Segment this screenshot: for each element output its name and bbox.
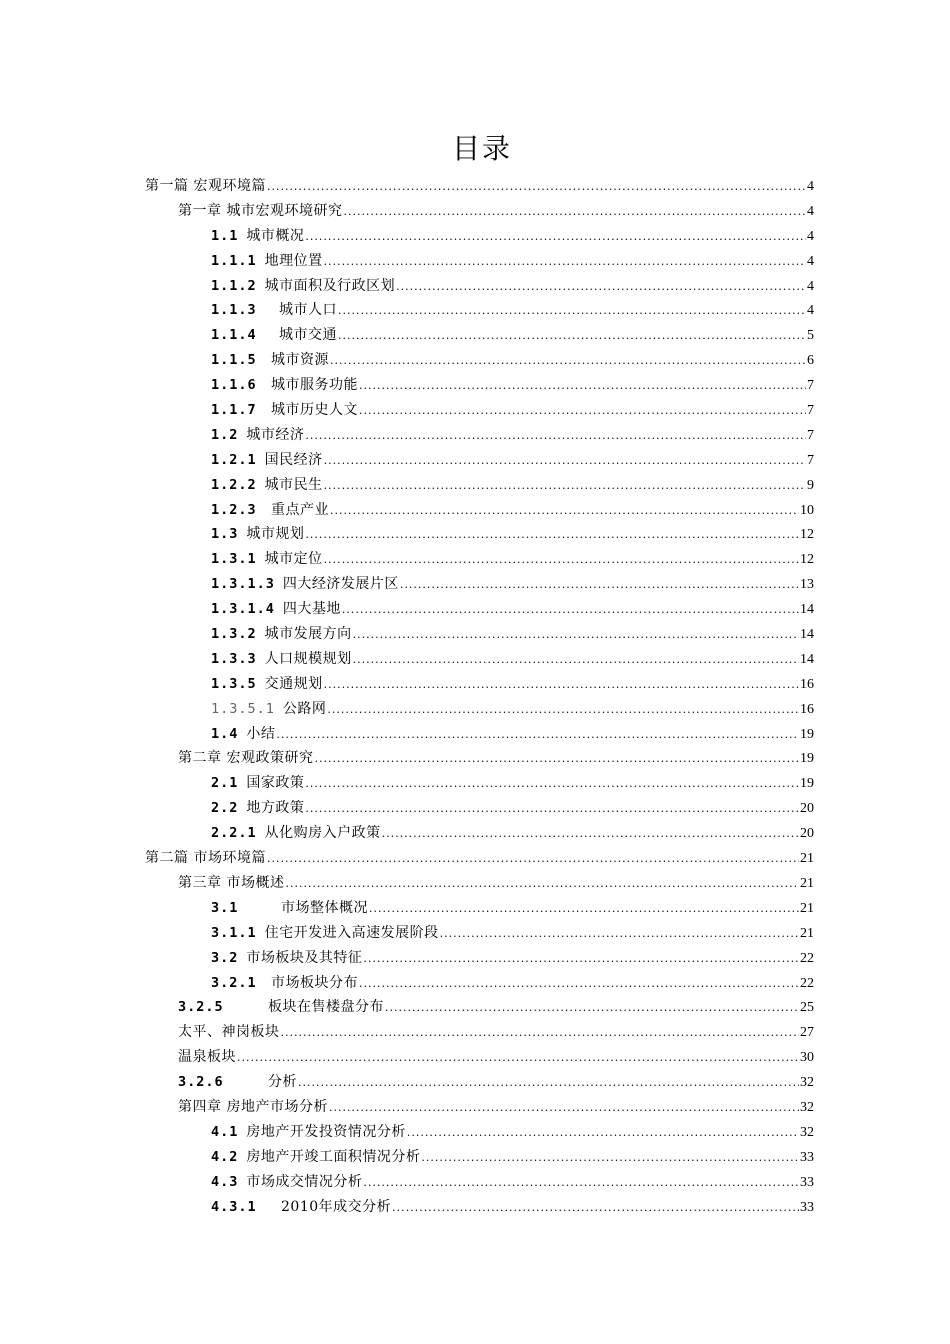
toc-entry-number: 1.4 xyxy=(211,725,239,742)
toc-leader xyxy=(359,399,806,423)
toc-leader xyxy=(440,922,799,946)
toc-leader xyxy=(298,1071,799,1095)
toc-entry[interactable] xyxy=(0,746,950,771)
toc-entry[interactable] xyxy=(0,522,950,547)
toc-entry[interactable] xyxy=(0,298,950,323)
toc-page-number: 19 xyxy=(800,776,814,792)
toc-leader xyxy=(330,499,799,523)
toc-page-number: 32 xyxy=(800,1124,814,1140)
toc-entry-number: 1.1 xyxy=(211,227,239,244)
toc-leader xyxy=(267,175,806,199)
toc-entry[interactable] xyxy=(0,622,950,647)
toc-entry-number: 1.3.1.4 xyxy=(211,601,275,618)
toc-leader xyxy=(369,897,799,921)
toc-entry-text: 第三章 市场概述 xyxy=(178,874,285,891)
toc-entry-text: 市场成交情况分析 xyxy=(246,1173,363,1190)
toc-page-number: 4 xyxy=(807,179,814,194)
toc-entry-number: 2.2 xyxy=(211,800,239,817)
toc-page-number: 7 xyxy=(807,378,814,394)
toc-leader xyxy=(407,1121,799,1145)
toc-entry-number: 4.3 xyxy=(211,1173,239,1190)
toc-entry-text: 交通规划 xyxy=(264,675,323,692)
toc-entry-text: 国家政策 xyxy=(246,775,305,792)
toc-entry[interactable] xyxy=(0,921,950,946)
toc-page-number: 27 xyxy=(800,1025,814,1041)
toc-entry[interactable] xyxy=(0,249,950,274)
toc-entry[interactable] xyxy=(0,722,950,747)
toc-entry[interactable] xyxy=(0,971,950,996)
toc-entry-text: 城市概况 xyxy=(246,227,305,244)
toc-entry-text: 城市规划 xyxy=(246,526,305,543)
toc-entry-text: 住宅开发进入高速发展阶段 xyxy=(264,924,439,941)
toc-leader xyxy=(392,1196,799,1220)
toc-entry-text: 地理位置 xyxy=(264,252,323,269)
toc-entry-text: 城市面积及行政区划 xyxy=(264,277,396,294)
toc-leader xyxy=(305,772,799,796)
toc-entry-text: 四大基地 xyxy=(282,601,341,618)
toc-entry-text: 市场板块及其特征 xyxy=(246,949,363,966)
toc-entry-text: 从化购房入户政策 xyxy=(264,825,381,842)
toc-entry-number: 1.1.4 xyxy=(211,327,257,344)
toc-entry-text: 小结 xyxy=(246,725,276,742)
toc-leader xyxy=(385,996,799,1020)
toc-leader xyxy=(324,673,799,697)
toc-entry-text: 城市定位 xyxy=(264,551,323,568)
toc-entry-text: 国民经济 xyxy=(264,451,323,468)
toc-entry[interactable] xyxy=(0,199,950,224)
toc-leader xyxy=(338,324,806,348)
toc-page-number: 21 xyxy=(800,925,814,941)
toc-entry-text: 地方政策 xyxy=(246,800,305,817)
toc-leader xyxy=(330,349,806,373)
toc-entry-number: 3.1.1 xyxy=(211,924,257,941)
toc-entry-number: 1.3.5.1 xyxy=(211,700,275,717)
toc-entry-number: 1.1.6 xyxy=(211,377,257,394)
toc-title: 目录 xyxy=(451,132,512,165)
toc-entry-text: 分析 xyxy=(268,1074,297,1091)
toc-page-number: 33 xyxy=(800,1199,814,1215)
toc-leader xyxy=(237,1046,799,1070)
toc-entry-text: 城市发展方向 xyxy=(264,626,352,643)
toc-page-number: 16 xyxy=(800,676,814,692)
toc-entry-text: 房地产开竣工面积情况分析 xyxy=(246,1148,421,1165)
toc-entry[interactable] xyxy=(0,498,950,523)
toc-entry-number: 1.3.1 xyxy=(211,551,257,568)
toc-page-number: 7 xyxy=(807,403,814,419)
toc-entry[interactable] xyxy=(0,1145,950,1170)
toc-page-number: 32 xyxy=(800,1075,814,1091)
toc-entry[interactable] xyxy=(0,597,950,622)
toc-entry[interactable] xyxy=(0,871,950,896)
toc-entry-text: 四大经济发展片区 xyxy=(282,576,399,593)
toc-leader xyxy=(281,1021,800,1045)
toc-entry[interactable] xyxy=(0,1170,950,1195)
toc-entry[interactable] xyxy=(0,348,950,373)
toc-page-number: 30 xyxy=(800,1050,814,1066)
toc-leader xyxy=(400,573,799,597)
toc-entry-number: 1.1.2 xyxy=(211,277,257,294)
toc-page-number: 14 xyxy=(800,651,814,667)
toc-entry[interactable] xyxy=(0,1195,950,1220)
toc-entry-text: 人口规模规划 xyxy=(264,650,352,667)
toc-leader xyxy=(305,225,806,249)
toc-entry-text: 太平、神岗板块 xyxy=(178,1024,280,1041)
toc-entry-text: 温泉板块 xyxy=(178,1049,236,1066)
toc-leader xyxy=(359,972,799,996)
toc-entry-number: 2.2.1 xyxy=(211,825,257,842)
toc-entry-text: 第二章 宏观政策研究 xyxy=(178,750,314,767)
toc-entry[interactable] xyxy=(0,672,950,697)
toc-entry-number: 1.1.5 xyxy=(211,352,257,369)
toc-entry[interactable] xyxy=(0,796,950,821)
toc-entry-text: 城市交通 xyxy=(279,327,337,344)
toc-entry-number: 3.2.6 xyxy=(178,1074,224,1091)
toc-entry[interactable] xyxy=(0,224,950,249)
toc-entry[interactable] xyxy=(0,323,950,348)
toc-entry-text: 第一篇 宏观环境篇 xyxy=(145,178,266,194)
toc-page-number: 22 xyxy=(800,975,814,991)
toc-entry-text: 城市经济 xyxy=(246,426,305,443)
toc-entry[interactable] xyxy=(0,995,950,1020)
toc-entry-text: 城市服务功能 xyxy=(271,377,358,394)
toc-entry[interactable] xyxy=(0,821,950,846)
toc-entry-number: 4.2 xyxy=(211,1148,239,1165)
toc-entry-text: 城市资源 xyxy=(271,352,329,369)
toc-entry[interactable] xyxy=(0,1045,950,1070)
toc-entry-text: 公路网 xyxy=(282,700,327,717)
toc-leader xyxy=(267,847,799,871)
toc-page-number: 4 xyxy=(807,303,814,319)
toc-page-number: 10 xyxy=(800,502,814,518)
toc-leader xyxy=(324,449,806,473)
toc-entry-number: 1.3 xyxy=(211,526,239,543)
toc-entry[interactable] xyxy=(0,547,950,572)
toc-entry[interactable] xyxy=(0,1095,950,1120)
toc-leader xyxy=(421,1146,799,1170)
toc-entry[interactable] xyxy=(0,398,950,423)
toc-entry-text: 第二篇 市场环境篇 xyxy=(145,850,266,867)
toc-entry-number: 1.2.2 xyxy=(211,476,257,493)
toc-page-number: 16 xyxy=(800,701,814,717)
toc-page-number: 6 xyxy=(807,353,814,369)
toc-leader xyxy=(305,523,799,547)
toc-leader xyxy=(338,299,806,323)
toc-page-number: 21 xyxy=(800,900,814,916)
toc-entry-text: 第四章 房地产市场分析 xyxy=(178,1098,328,1115)
toc-entry-text: 城市民生 xyxy=(264,476,323,493)
toc-entry-number: 1.1.3 xyxy=(211,302,257,319)
toc-leader xyxy=(276,723,799,747)
toc-leader xyxy=(343,200,806,224)
toc-leader xyxy=(363,1171,799,1195)
toc-page-number: 21 xyxy=(800,875,814,891)
toc-entry-text: 重点产业 xyxy=(271,501,329,518)
toc-leader xyxy=(324,548,799,572)
toc-entry[interactable] xyxy=(0,1070,950,1095)
toc-entry[interactable] xyxy=(0,1020,950,1045)
toc-leader xyxy=(305,424,806,448)
toc-entry-text: 城市历史人文 xyxy=(271,402,358,419)
toc-page-number: 19 xyxy=(800,726,814,742)
toc-entry-number: 3.1 xyxy=(211,899,239,916)
toc-leader xyxy=(324,474,806,498)
toc-page-number: 5 xyxy=(807,328,814,344)
toc-entry-number: 4.1 xyxy=(211,1123,239,1140)
toc-entry-number: 3.2.5 xyxy=(178,999,224,1016)
toc-entry-text: 房地产开发投资情况分析 xyxy=(246,1123,406,1140)
toc-page-number: 14 xyxy=(800,602,814,618)
toc-list xyxy=(0,174,950,1219)
toc-page-number: 32 xyxy=(800,1099,814,1115)
toc-entry[interactable] xyxy=(0,946,950,971)
toc-page-number: 19 xyxy=(800,751,814,767)
toc-leader xyxy=(396,275,806,299)
toc-entry-number: 1.3.1.3 xyxy=(211,576,275,593)
toc-leader xyxy=(353,623,799,647)
toc-entry[interactable] xyxy=(0,1120,950,1145)
toc-leader xyxy=(327,698,799,722)
toc-entry-text: 城市人口 xyxy=(279,302,337,319)
toc-page-number: 4 xyxy=(807,228,814,244)
toc-page-number: 22 xyxy=(800,950,814,966)
toc-leader xyxy=(285,872,799,896)
toc-entry-text: 板块在售楼盘分布 xyxy=(268,999,384,1016)
toc-page-number: 4 xyxy=(807,278,814,294)
toc-entry[interactable] xyxy=(0,846,950,871)
toc-page-number: 13 xyxy=(800,577,814,593)
toc-entry-number: 2.1 xyxy=(211,775,239,792)
toc-page-number: 12 xyxy=(800,552,814,568)
toc-entry[interactable] xyxy=(0,448,950,473)
toc-entry[interactable] xyxy=(0,274,950,299)
toc-entry-number: 3.2 xyxy=(211,949,239,966)
toc-entry[interactable] xyxy=(0,771,950,796)
toc-entry[interactable] xyxy=(0,423,950,448)
toc-page-number: 25 xyxy=(800,1000,814,1016)
toc-entry[interactable] xyxy=(0,572,950,597)
toc-leader xyxy=(382,822,799,846)
toc-entry-number: 1.1.1 xyxy=(211,252,257,269)
toc-leader xyxy=(324,250,806,274)
toc-entry-number: 1.2.1 xyxy=(211,451,257,468)
toc-page-number: 7 xyxy=(807,452,814,468)
toc-entry-number: 1.2 xyxy=(211,426,239,443)
toc-entry-number: 1.2.3 xyxy=(211,501,257,518)
toc-entry-number: 3.2.1 xyxy=(211,974,257,991)
toc-page-number: 33 xyxy=(800,1149,814,1165)
toc-leader xyxy=(353,648,799,672)
toc-page-number: 20 xyxy=(800,826,814,842)
toc-leader xyxy=(314,747,799,771)
toc-page-number: 20 xyxy=(800,801,814,817)
toc-entry-text: 市场整体概况 xyxy=(281,899,368,916)
toc-page-number: 4 xyxy=(807,253,814,269)
toc-entry-number: 1.3.5 xyxy=(211,675,257,692)
toc-entry-number: 4.3.1 xyxy=(211,1198,257,1215)
toc-page-number: 33 xyxy=(800,1174,814,1190)
toc-entry-text: 2010年成交分析 xyxy=(281,1198,392,1215)
toc-entry-text: 第一章 城市宏观环境研究 xyxy=(178,202,343,219)
toc-page-number: 7 xyxy=(807,427,814,443)
toc-entry-number: 1.3.3 xyxy=(211,650,257,667)
toc-leader xyxy=(329,1096,799,1120)
toc-page-number: 14 xyxy=(800,627,814,643)
toc-page-number: 21 xyxy=(800,851,814,867)
toc-leader xyxy=(342,598,799,622)
toc-entry-number: 1.3.2 xyxy=(211,626,257,643)
toc-entry[interactable] xyxy=(0,896,950,921)
toc-entry-text: 市场板块分布 xyxy=(271,974,358,991)
toc-entry[interactable] xyxy=(0,373,950,398)
toc-page-number: 4 xyxy=(807,203,814,219)
toc-entry-number: 1.1.7 xyxy=(211,402,257,419)
toc-leader xyxy=(359,374,806,398)
toc-leader xyxy=(305,797,799,821)
toc-leader xyxy=(363,947,799,971)
toc-entry[interactable] xyxy=(0,647,950,672)
toc-entry[interactable] xyxy=(0,174,950,199)
toc-page-number: 12 xyxy=(800,527,814,543)
toc-page-number: 9 xyxy=(807,477,814,493)
toc-entry[interactable] xyxy=(0,473,950,498)
toc-entry[interactable] xyxy=(0,697,950,722)
